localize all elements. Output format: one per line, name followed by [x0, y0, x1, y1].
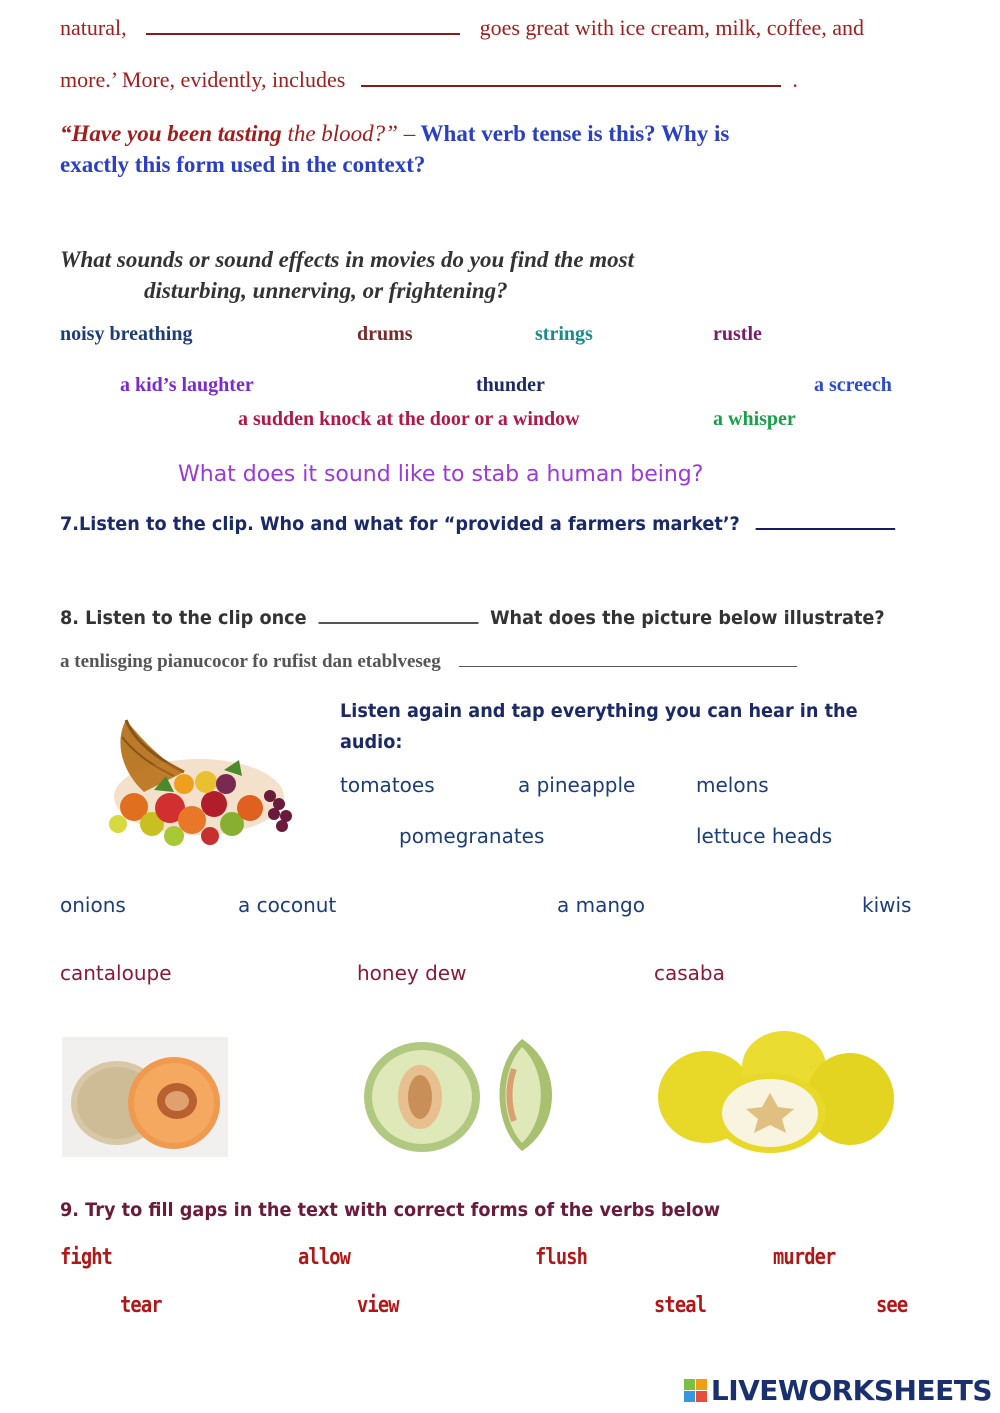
tense-question-line-1: What verb tense is this? Why is [415, 121, 730, 146]
gap-blank-2[interactable] [361, 85, 781, 87]
intro-line-1-end: goes great with ice cream, milk, coffee, and [479, 15, 865, 40]
question-7-text: 7.Listen to the clip. Who and what for “provided a farmers market’? [60, 513, 740, 535]
melon-casaba[interactable]: casaba [654, 961, 725, 985]
question-7 [60, 513, 895, 535]
melon-honeydew[interactable]: honey dew [357, 961, 467, 985]
cantaloupe-image [62, 1037, 228, 1157]
tense-question [60, 118, 940, 180]
word-sudden-knock[interactable]: a sudden knock at the door or a window [238, 408, 580, 430]
verb-flush[interactable]: flush [535, 1245, 588, 1270]
scrambled-blank[interactable] [459, 666, 797, 667]
verb-see[interactable]: see [876, 1293, 908, 1318]
sounds-question-line-1: What sounds or sound effects in movies do you find the most [60, 247, 635, 272]
fruit-melons[interactable]: melons [696, 773, 769, 797]
quote-rest: the blood?” – [281, 121, 416, 146]
verb-view[interactable]: view [357, 1293, 399, 1318]
gap-blank-1[interactable] [146, 33, 460, 35]
verb-murder[interactable]: murder [773, 1245, 836, 1270]
intro-line-1-start: natural, [60, 15, 127, 40]
melon-cantaloupe[interactable]: cantaloupe [60, 961, 172, 985]
verb-tear[interactable]: tear [120, 1293, 162, 1318]
liveworksheets-logo [684, 1374, 992, 1407]
fruit-tomatoes[interactable]: tomatoes [340, 773, 435, 797]
fruit-onions[interactable]: onions [60, 893, 126, 917]
intro-line-2-start: more.’ More, evidently, includes [60, 67, 346, 92]
cornucopia-image [74, 712, 314, 857]
question-8-part-2: What does the picture below illustrate? [490, 607, 885, 629]
question-8-blank[interactable] [318, 622, 478, 624]
word-screech[interactable]: a screech [814, 374, 892, 396]
word-rustle[interactable]: rustle [713, 323, 762, 345]
question-8-part-1: 8. Listen to the clip once [60, 607, 307, 629]
word-thunder[interactable]: thunder [476, 374, 545, 396]
question-7-blank[interactable] [755, 528, 895, 530]
word-strings[interactable]: strings [535, 323, 593, 345]
verb-allow[interactable]: allow [298, 1245, 351, 1270]
word-drums[interactable]: drums [357, 323, 413, 345]
logo-text: LIVEWORKSHEETS [710, 1374, 992, 1407]
word-whisper[interactable]: a whisper [713, 408, 796, 430]
tense-question-line-2: exactly this form used in the context? [60, 152, 426, 177]
question-8 [60, 607, 885, 629]
fruit-pomegranates[interactable]: pomegranates [399, 824, 545, 848]
logo-mark-icon [684, 1379, 707, 1402]
listen-again [340, 696, 858, 758]
question-9: 9. Try to fill gaps in the text with correct forms of the verbs below [60, 1199, 721, 1221]
honeydew-image [362, 1035, 572, 1155]
word-noisy-breathing[interactable]: noisy breathing [60, 323, 193, 345]
scrambled-line [60, 651, 797, 673]
verb-fight[interactable]: fight [60, 1245, 113, 1270]
intro-line-2-end: . [792, 67, 798, 92]
listen-again-line-2: audio: [340, 731, 403, 753]
fruit-lettuce-heads[interactable]: lettuce heads [696, 824, 833, 848]
fruit-kiwis[interactable]: kiwis [862, 893, 912, 917]
fruit-pineapple[interactable]: a pineapple [518, 773, 636, 797]
word-kids-laughter[interactable]: a kid’s laughter [120, 374, 254, 396]
intro-line-1 [60, 2, 864, 54]
scrambled-text: a tenlisging pianucocor fo rufist dan etablveseg [60, 651, 441, 672]
quote-italic: “Have you been tasting [60, 121, 282, 146]
stab-question: What does it sound like to stab a human being? [178, 462, 704, 487]
verb-steal[interactable]: steal [654, 1293, 707, 1318]
fruit-mango[interactable]: a mango [557, 893, 645, 917]
intro-line-2 [60, 54, 798, 106]
casaba-image [654, 1027, 898, 1155]
listen-again-line-1: Listen again and tap everything you can hear in the [340, 700, 858, 722]
fruit-coconut[interactable]: a coconut [238, 893, 337, 917]
sounds-question-line-2: disturbing, unnerving, or frightening? [144, 278, 508, 303]
